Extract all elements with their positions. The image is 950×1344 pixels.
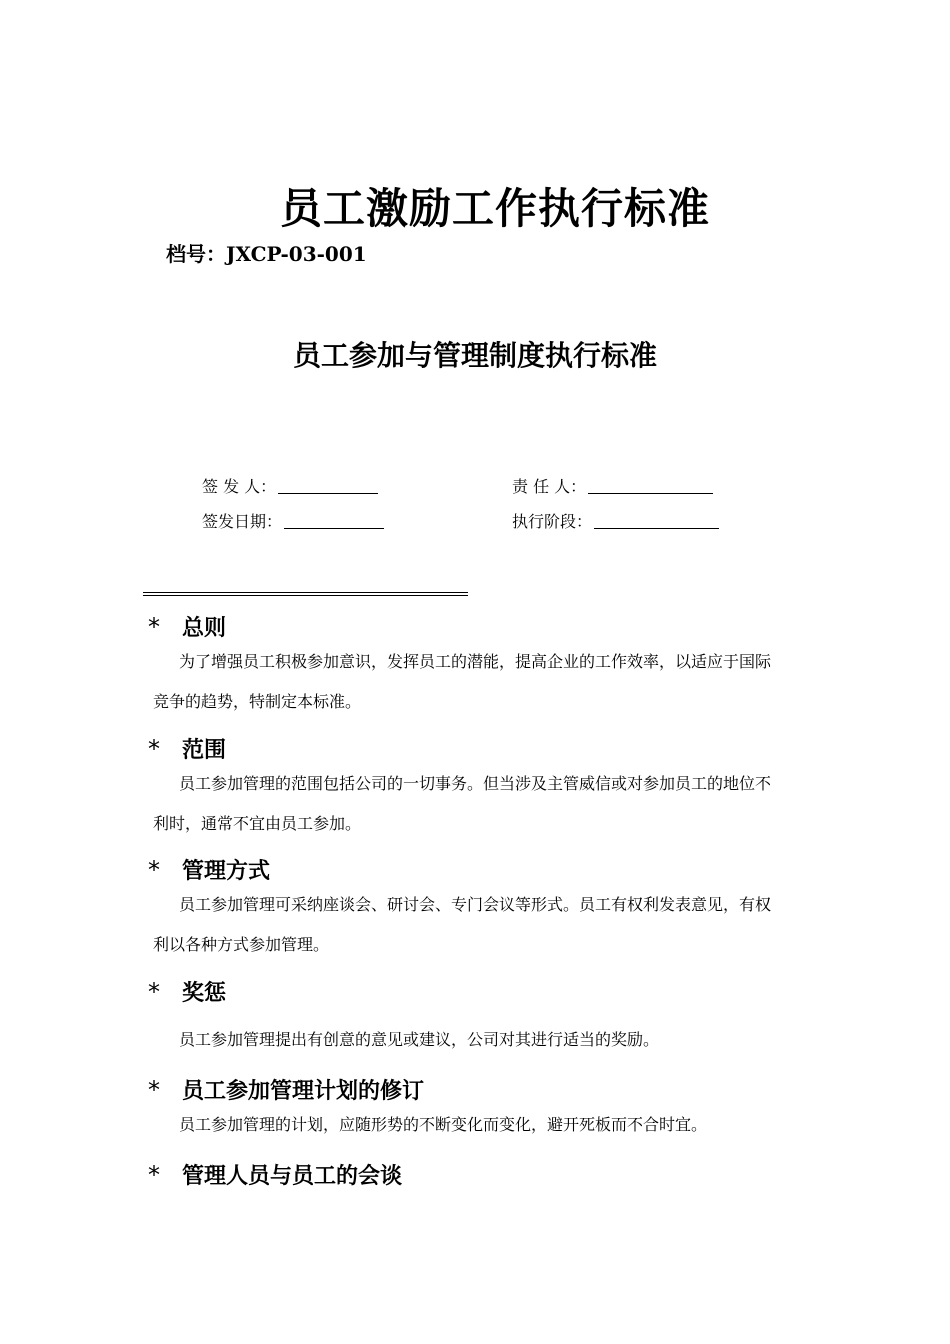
section-paragraph-general: 为了增强员工积极参加意识，发挥员工的潜能，提高企业的工作效率，以适应于国际 竞争的趋势，特制定本标准。 (153, 652, 772, 711)
issuer-field (202, 474, 378, 497)
section-heading-reward: * 奖惩 (148, 978, 227, 1006)
star-bullet: * (148, 978, 160, 1006)
responsible-label: 责 任 人： (512, 477, 587, 496)
document-title: 员工激励工作执行标准 (279, 184, 710, 233)
phase-field (512, 509, 719, 532)
section-heading-method: * 管理方式 (148, 856, 271, 884)
responsible-field (512, 474, 713, 497)
issue-date-label: 签发日期： (202, 512, 283, 531)
section-heading-revision: * 员工参加管理计划的修订 (148, 1076, 425, 1104)
issue-date-blank-line (284, 512, 384, 529)
section-heading-scope: * 范围 (148, 735, 227, 763)
phase-blank-line (594, 512, 719, 529)
issue-date-field (202, 509, 384, 532)
section-paragraph-revision: 员工参加管理的计划，应随形势的不断变化而变化，避开死板而不合时宜。 (179, 1115, 708, 1134)
section-heading-meeting: * 管理人员与员工的会谈 (148, 1161, 403, 1189)
phase-label: 执行阶段： (512, 512, 593, 531)
section-heading-general: * 总则 (148, 613, 227, 641)
star-bullet: * (148, 613, 160, 641)
star-bullet: * (148, 856, 160, 884)
star-bullet: * (148, 1076, 160, 1104)
star-bullet: * (148, 1161, 160, 1189)
star-bullet: * (148, 735, 160, 763)
issuer-blank-line (278, 477, 378, 494)
section-paragraph-scope: 员工参加管理的范围包括公司的一切事务。但当涉及主管威信或对参加员工的地位不 利时，通常不宜由员工参加。 (153, 774, 772, 833)
section-paragraph-method: 员工参加管理可采纳座谈会、研讨会、专门会议等形式。员工有权利发表意见，有权 利以各种方式参加管理。 (153, 895, 772, 954)
responsible-blank-line (588, 477, 713, 494)
section-divider (143, 592, 468, 596)
document-subtitle: 员工参加与管理制度执行标准 (292, 339, 657, 372)
document-number: 档号：JXCP-03-001 (166, 242, 367, 266)
issuer-label: 签 发 人： (202, 477, 277, 496)
section-paragraph-reward: 员工参加管理提出有创意的意见或建议，公司对其进行适当的奖励。 (179, 1030, 660, 1049)
